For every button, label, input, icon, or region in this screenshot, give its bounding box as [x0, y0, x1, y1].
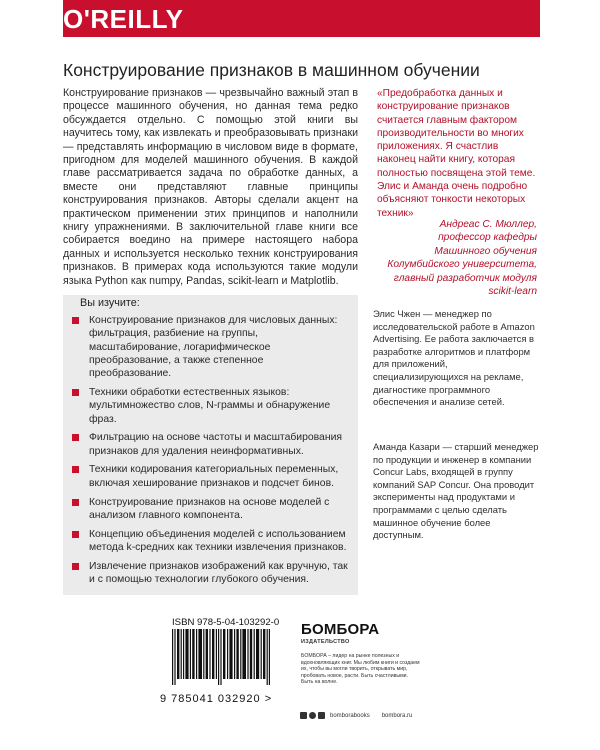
intro-paragraph: Конструирование признаков — чрезвычайно важный этап в процессе машинного обучения, но данная тема редко обсуждается отдельно. С помощью этой книги вы научитесь тому, как извлекать и преобразовывать признаки — представлять информацию в числовом виде в формате, пригодном для моделей машинного обучения. В каждой главе рассматривается задача по обработке данных, а вместе они представляют главные принципы конструирования признаков. Авторы сделали акцент на практическом применении этих принципов и наполнили книгу упражнениями. В заключительной главе книги все собирается воедино на примере настоящего набора данных и используется несколько техник конструирования признаков. В примерах кода используются такие модули языка Python как numpy, Pandas, scikit-learn и Matplotlib. — [63, 87, 358, 287]
square-bullet-icon — [72, 466, 79, 473]
barcode-icon — [172, 629, 270, 685]
author-bio-zheng: Элис Чжен — менеджер по исследовательской работе в Amazon Advertising. Ее работа заключается в разработке алгоритмов и платформ для приложений, специализирующихся на рекламе, диагностике программного обеспечения и анализе сетей. — [373, 308, 535, 408]
quote-author-line: Машинного обучения — [434, 245, 537, 257]
publisher-description: БОМБОРА – лидер на рынке полезных и вдохновляющих книг. Мы любим книги и создаем их, чтобы вы могли творить, открывать мир, пробовать новое, расти. Быть счастливыми. Быть на волне. — [301, 653, 420, 686]
learn-item-text: Конструирование признаков для числовых данных: фильтрация, разбиение на группы, масштабирование, логарифмическое преобразование, а также степенное преобразование. — [89, 315, 338, 380]
publisher-handle: bomborabooks — [330, 712, 370, 719]
book-title: Конструирование признаков в машинном обучении — [63, 60, 480, 80]
learn-item — [72, 314, 348, 380]
barcode-digits: 9 785041 032920 > — [160, 693, 273, 705]
quote-author-line: Колумбийского университета, — [387, 259, 537, 271]
vk-icon — [318, 712, 325, 719]
learn-list — [72, 314, 348, 592]
quote-author-line: Андреас С. Мюллер, — [439, 219, 537, 230]
publisher-social — [300, 712, 412, 719]
instagram-icon — [309, 712, 316, 719]
learn-item — [72, 386, 348, 426]
learn-item-text: Извлечение признаков изображений как вручную, так и с помощью технологии глубокого обучения. — [89, 560, 348, 586]
square-bullet-icon — [72, 434, 79, 441]
learn-item — [72, 560, 348, 587]
publisher-site: bombora.ru — [381, 712, 413, 719]
learn-item — [72, 496, 348, 523]
endorsement-quote: «Предобработка данных и конструирование признаков считается главным фактором производительности во многих приложениях. Я счастлив наконец найти книгу, которая полностью посвящена этой теме. Элис и Аманда очень подробно объясняют тонкости некоторых техник» — [377, 88, 536, 219]
publisher-logo: БОМБОРА — [301, 621, 380, 638]
learn-item-text: Техники обработки естественных языков: мультимножество слов, N-граммы и обнаружение фраз. — [89, 386, 331, 425]
learn-item-text: Концепцию объединения моделей с использованием метода k-средних как техники извлечения признаков. — [89, 528, 347, 553]
learn-item — [72, 463, 348, 490]
author-bio-casari: Аманда Казари — старший менеджер по продукции и инженер в компании Concur Labs, входящей в группу компаний SAP Concur. Она проводит эксперименты над продуктами и программами с целью сделать машинное обучение более доступным. — [373, 441, 539, 541]
learn-heading: Вы изучите: — [80, 297, 140, 309]
square-bullet-icon — [72, 563, 79, 570]
learn-item — [72, 431, 348, 458]
learn-item-text: Фильтрацию на основе частоты и масштабирования признаков для удаления неинформативных. — [89, 432, 343, 457]
square-bullet-icon — [72, 531, 79, 538]
quote-author — [360, 218, 537, 298]
isbn-label: ISBN 978-5-04-103292-0 — [172, 617, 280, 628]
quote-author-line: главный разработчик модуля — [393, 272, 537, 284]
learn-item-text: Конструирование признаков на основе моделей с анализом главного компонента. — [89, 496, 330, 521]
facebook-icon — [300, 712, 307, 719]
oreilly-logo: O'REILLY — [63, 4, 184, 34]
square-bullet-icon — [72, 389, 79, 396]
learn-item — [72, 528, 348, 555]
publisher-subtitle: ИЗДАТЕЛЬСТВО — [301, 639, 350, 645]
square-bullet-icon — [72, 499, 79, 506]
learn-item-text: Техники кодирования категориальных переменных, включая хеширование признаков и подсчет бинов. — [89, 464, 339, 489]
square-bullet-icon — [72, 317, 79, 324]
quote-author-line: профессор кафедры — [438, 232, 537, 244]
quote-author-line: scikit-learn — [488, 286, 537, 298]
